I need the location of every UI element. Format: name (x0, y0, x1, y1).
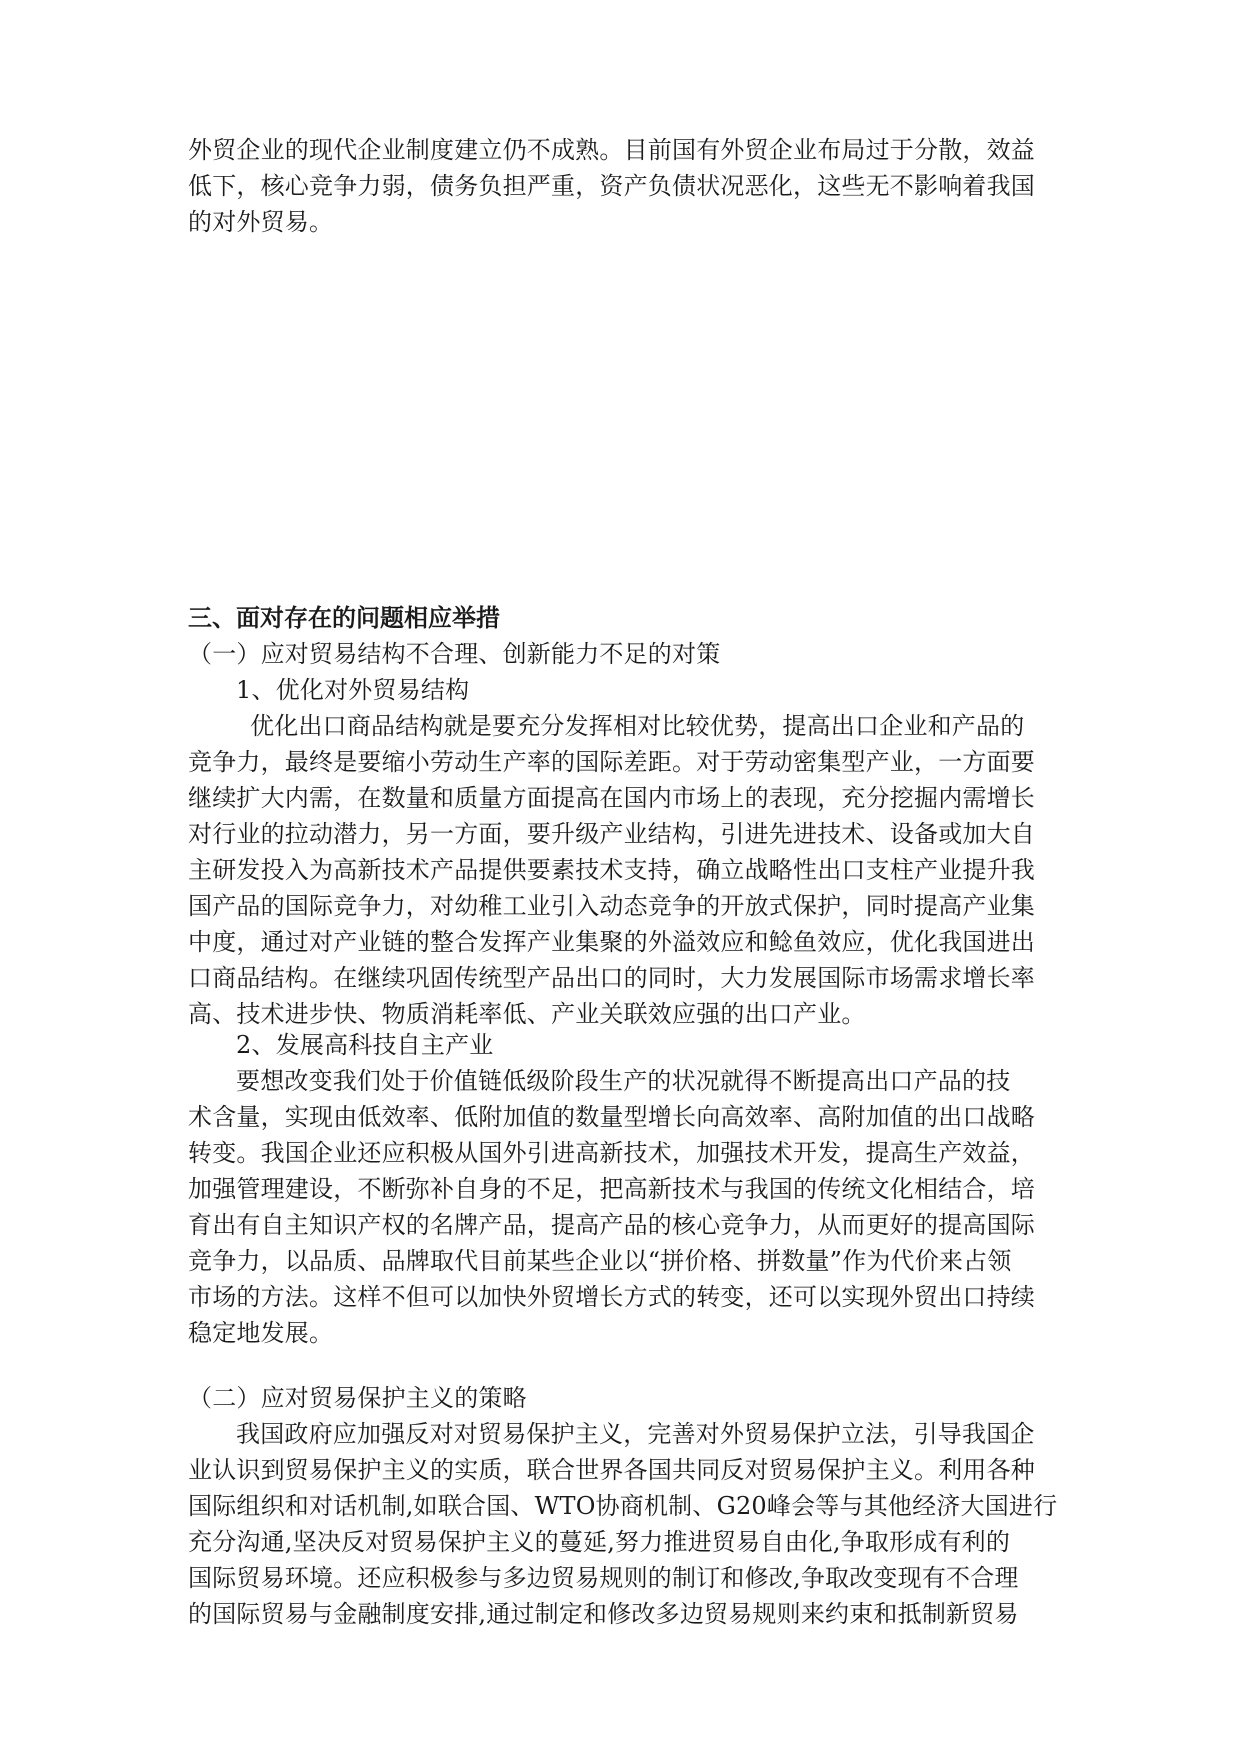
paragraph-line: 竞争力，以品质、品牌取代目前某些企业以“拼价格、拼数量”作为代价来占领 (188, 1247, 1012, 1275)
paragraph-line: 业认识到贸易保护主义的实质，联合世界各国共同反对贸易保护主义。利用各种 (188, 1456, 1035, 1484)
paragraph-line: 的国际贸易与金融制度安排,通过制定和修改多边贸易规则来约束和抵制新贸易 (188, 1600, 1019, 1628)
item-title-1: 1、优化对外贸易结构 (236, 676, 470, 704)
paragraph-line: 低下，核心竞争力弱，债务负担严重，资产负债状况恶化，这些无不影响着我国 (188, 172, 1035, 200)
paragraph-line: 术含量，实现由低效率、低附加值的数量型增长向高效率、高附加值的出口战略 (188, 1103, 1035, 1131)
paragraph-line: 竞争力，最终是要缩小劳动生产率的国际差距。对于劳动密集型产业，一方面要 (188, 748, 1035, 776)
item-1-paragraph (188, 708, 1048, 1032)
paragraph-line: 中度，通过对产业链的整合发挥产业集聚的外溢效应和鲶鱼效应，优化我国进出 (188, 928, 1035, 956)
section-title: 三、面对存在的问题相应举措 (188, 604, 500, 632)
item-2 (188, 1027, 1048, 1351)
paragraph-line: 充分沟通,坚决反对贸易保护主义的蔓延,努力推进贸易自由化,争取形成有利的 (188, 1528, 1011, 1556)
paragraph-line: 外贸企业的现代企业制度建立仍不成熟。目前国有外贸企业布局过于分散，效益 (188, 136, 1035, 164)
paragraph-line: 对行业的拉动潜力，另一方面，要升级产业结构，引进先进技术、设备或加大自 (188, 820, 1035, 848)
paragraph-line: 育出有自主知识产权的名牌产品，提高产品的核心竞争力，从而更好的提高国际 (188, 1211, 1035, 1239)
paragraph-line: 的对外贸易。 (188, 208, 334, 236)
paragraph-line: 继续扩大内需，在数量和质量方面提高在国内市场上的表现，充分挖掘内需增长 (188, 784, 1035, 812)
paragraph-line: 加强管理建设，不断弥补自身的不足，把高新技术与我国的传统文化相结合，培 (188, 1175, 1035, 1203)
paragraph-line: 国产品的国际竞争力，对幼稚工业引入动态竞争的开放式保护，同时提高产业集 (188, 892, 1035, 920)
paragraph-line: 高、技术进步快、物质消耗率低、产业关联效应强的出口产业。 (188, 1000, 866, 1028)
paragraph-line: 口商品结构。在继续巩固传统型产品出口的同时，大力发展国际市场需求增长率 (188, 964, 1035, 992)
paragraph-line: 主研发投入为高新技术产品提供要素技术支持，确立战略性出口支柱产业提升我 (188, 856, 1035, 884)
subsection-title-1: （一）应对贸易结构不合理、创新能力不足的对策 (188, 640, 721, 668)
subsection-title-2: （二）应对贸易保护主义的策略 (188, 1384, 527, 1412)
subsection-2 (188, 1380, 1058, 1632)
top-paragraph (188, 132, 1048, 240)
paragraph-line: 要想改变我们处于价值链低级阶段生产的状况就得不断提高出口产品的技 (236, 1067, 1011, 1095)
paragraph-line: 市场的方法。这样不但可以加快外贸增长方式的转变，还可以实现外贸出口持续 (188, 1283, 1035, 1311)
paragraph-line: 国际贸易环境。还应积极参与多边贸易规则的制订和修改,争取改变现有不合理 (188, 1564, 1019, 1592)
section-3 (188, 600, 1048, 1032)
paragraph-line: 我国政府应加强反对对贸易保护主义，完善对外贸易保护立法，引导我国企 (236, 1420, 1035, 1448)
paragraph-line: 稳定地发展。 (188, 1319, 334, 1347)
paragraph-line: 转变。我国企业还应积极从国外引进高新技术，加强技术开发，提高生产效益， (188, 1139, 1035, 1167)
item-title-2: 2、发展高科技自主产业 (236, 1031, 494, 1059)
paragraph-line: 国际组织和对话机制,如联合国、WTO协商机制、G20峰会等与其他经济大国进行 (188, 1492, 1058, 1520)
paragraph-line: 优化出口商品结构就是要充分发挥相对比较优势，提高出口企业和产品的 (250, 712, 1025, 740)
